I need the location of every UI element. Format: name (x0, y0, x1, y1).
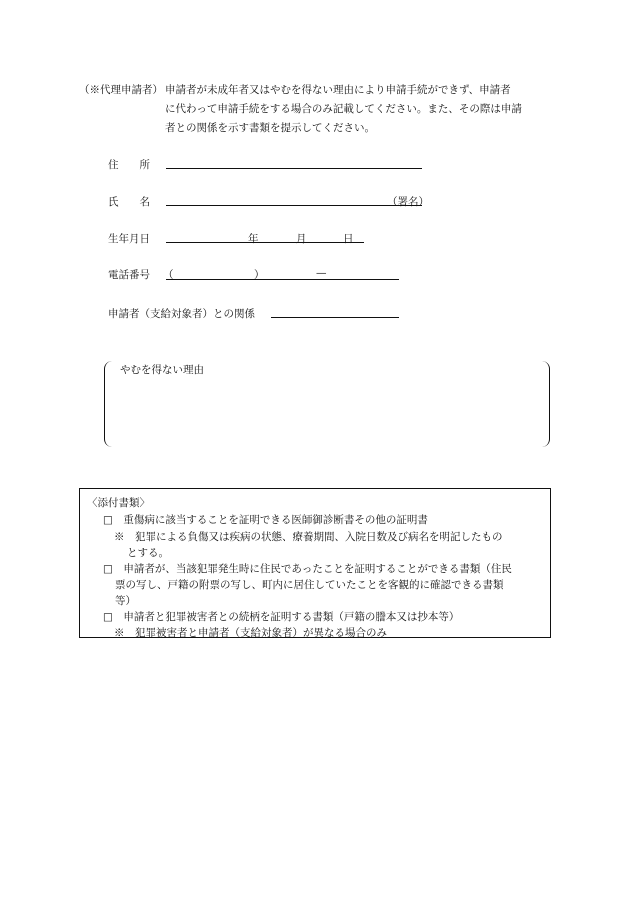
intro-line-1: 申請者が未成年者又はやむを得ない理由により申請手続ができず、申請者 (165, 84, 511, 96)
year-unit: 年 (248, 233, 259, 245)
phone-field[interactable] (166, 279, 399, 280)
attachments-title: 〈添付書類〉 (87, 497, 150, 509)
attachment-note-relation: ※ 犯罪被害者と申請者（支給対象者）が異なる場合のみ (114, 627, 387, 639)
attachment-item-medical: □ 重傷病に該当することを証明できる医師御診断書その他の証明書 (103, 514, 428, 526)
attachments-box (79, 488, 551, 638)
phone-open-paren: （ (163, 269, 174, 281)
intro-line-3: 者との関係を示す書類を提示してください。 (165, 122, 375, 134)
birthdate-label: 生年月日 (108, 233, 150, 245)
phone-dash: — (316, 267, 327, 279)
left-bracket (104, 361, 114, 447)
attachment-item-residence-end: 等） (115, 595, 136, 607)
month-unit: 月 (296, 233, 307, 245)
address-label: 住 所 (108, 159, 150, 171)
attachment-note-medical: ※ 犯罪による負傷又は疾病の状態、療養期間、入院日数及び病名を明記したもの (114, 531, 503, 543)
attachment-note-medical-cont: とする。 (127, 547, 169, 559)
signature-note: （署名） (387, 196, 429, 208)
attachment-item-residence: □ 申請者が、当該犯罪発生時に住民であったことを証明することができる書類（住民 (103, 563, 512, 575)
phone-label: 電話番号 (108, 269, 150, 281)
name-field[interactable] (166, 205, 422, 206)
relation-label: 申請者（支給対象者）との関係 (108, 308, 255, 320)
proxy-applicant-label: （※代理申請者） (79, 84, 163, 96)
intro-line-2: に代わって申請手続をする場合のみ記載してください。また、その際は申請 (165, 103, 522, 115)
relation-field[interactable] (271, 317, 399, 318)
day-unit: 日 (343, 233, 354, 245)
address-field[interactable] (166, 168, 422, 169)
attachment-item-residence-cont: 票の写し、戸籍の附票の写し、町内に居住していたことを客観的に確認できる書類 (115, 579, 504, 591)
reason-label: やむを得ない理由 (120, 364, 204, 376)
birthdate-field[interactable] (166, 242, 364, 243)
phone-close-paren: ） (254, 269, 265, 281)
right-bracket (540, 361, 550, 447)
name-label: 氏 名 (108, 196, 150, 208)
reason-box[interactable] (104, 361, 550, 447)
attachment-item-relation: □ 申請者と犯罪被害者との続柄を証明する書類（戸籍の謄本又は抄本等） (103, 611, 460, 623)
